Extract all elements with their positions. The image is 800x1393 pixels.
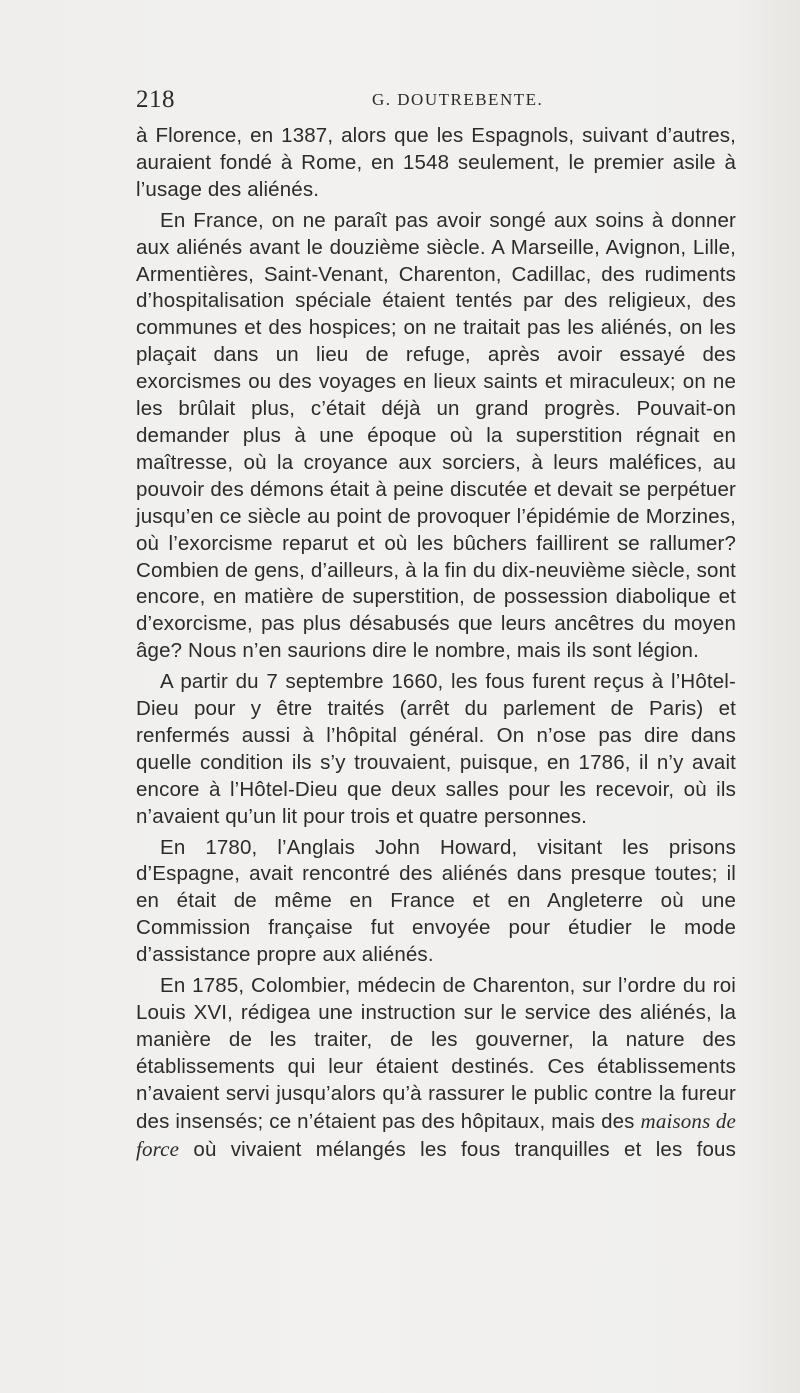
italic-term: maisons de force <box>136 1108 736 1161</box>
page-header <box>136 86 736 120</box>
paragraph-5-text-b: où vivaient mélangés les fous tranquilles et les fous <box>179 1137 736 1161</box>
body-text <box>136 123 736 1167</box>
paragraph-5 <box>136 973 736 1163</box>
paragraph-3: A partir du 7 septembre 1660, les fous furent reçus à l’Hôtel-Dieu pour y être traités (arrêt du parlement de Paris) et renfermés aussi à l’hôpital général. On n’ose pas dire dans quelle condition ils s’y trouvaient, puisque, en 1786, il n’y avait encore à l’Hôtel-Dieu que deux salles pour les recevoir, où ils n’avaient qu’un lit pour trois et quatre personnes. <box>136 670 736 828</box>
paragraph-4: En 1780, l’Anglais John Howard, visitant les prisons d’Espagne, avait rencontré des aliénés dans presque toutes; il en était de même en France et en Angleterre où une Commission française fut envoyée pour étudier le mode d’assistance propre aux aliénés. <box>136 835 736 967</box>
paragraph-2: En France, on ne paraît pas avoir songé aux soins à donner aux aliénés avant le douzième siècle. A Marseille, Avignon, Lille, Armentières, Saint-Venant, Charenton, Cadillac, des rudiments d’hospitalisation spéciale étaient tentés par des religieux, des communes et des hospices; on ne traitait pas les aliénés, on les plaçait dans un lieu de refuge, après avoir essayé des exorcismes ou des voyages en lieux saints et miraculeux; on ne les brûlait plus, c’était déjà un grand progrès. Pouvait-on demander plus à une époque où la superstition régnait en maîtresse, où la croyance aux sorciers, à leurs maléfices, au pouvoir des démons était à peine discutée et devait se perpétuer jusqu’en ce siècle au point de provoquer l’épidémie de Morzines, où l’exorcisme reparut et où les bûchers faillirent se rallumer? Combien de gens, d’ailleurs, à la fin du dix-neuvième siècle, sont encore, en matière de superstition, de possession diabolique et d’exorcisme, pas plus désabusés que leurs ancêtres du moyen âge? Nous n’en saurions dire le nombre, mais ils sont légion. <box>136 208 736 663</box>
page-number: 218 <box>136 86 175 113</box>
paragraph-5-text-a: En 1785, Colombier, médecin de Charenton, sur l’ordre du roi Louis XVI, rédigea une instruction sur le service des aliénés, la manière de les traiter, de les gouverner, la nature des établissements qui leur étaient destinés. Ces établissements n’avaient servi jusqu’alors qu’à rassurer le public contre la fureur des insensés; ce n’étaient pas des hôpitaux, mais des <box>136 974 736 1133</box>
running-head: G. DOUTREBENTE. <box>372 90 544 109</box>
paragraph-1: à Florence, en 1387, alors que les Espagnols, suivant d’autres, auraient fondé à Rome, en 1548 seulement, le premier asile à l’usage des aliénés. <box>136 124 736 201</box>
